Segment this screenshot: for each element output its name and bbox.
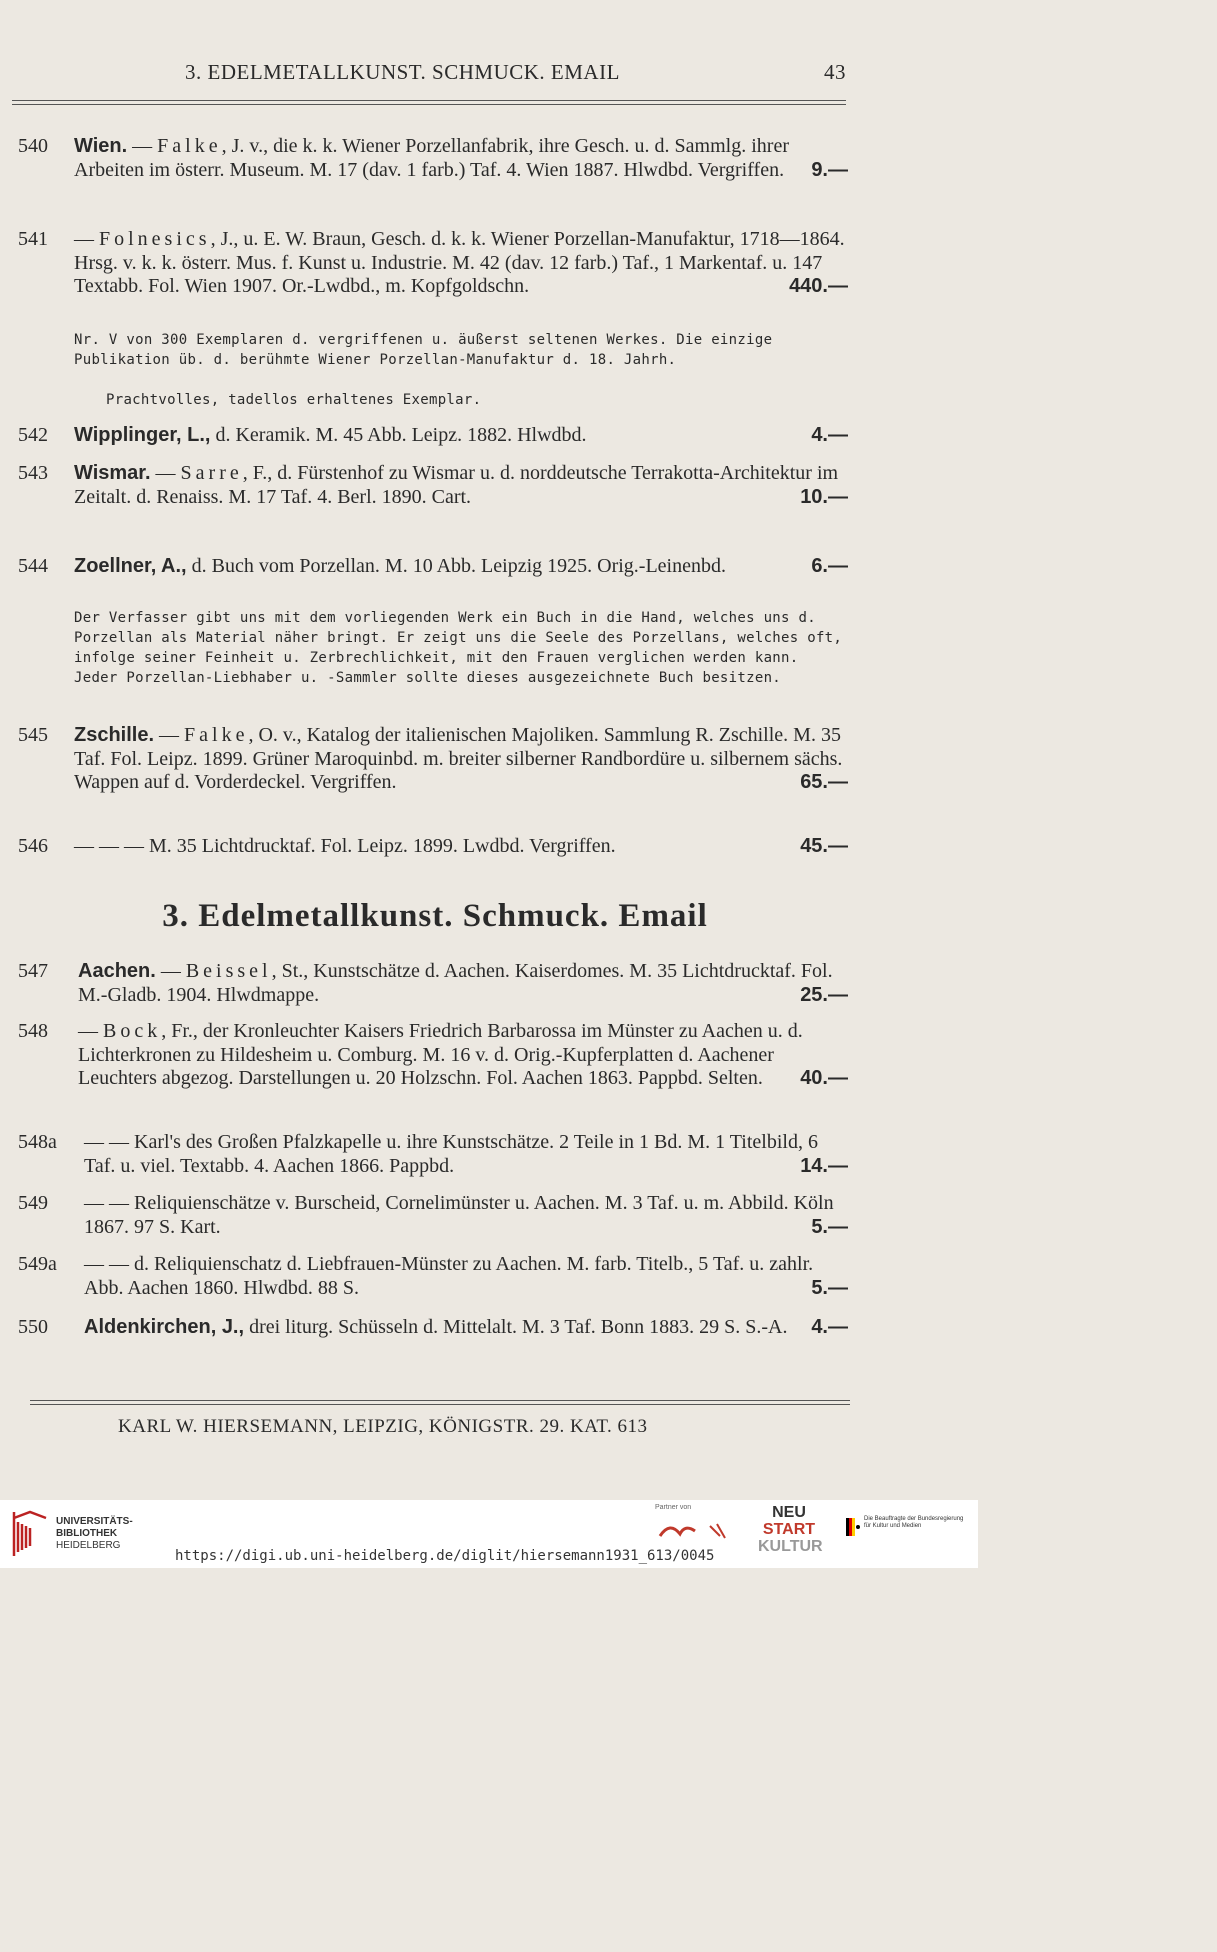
entry-sep: — — <box>84 1131 134 1153</box>
entry-number: 546 <box>18 835 48 857</box>
entry-author: Beissel <box>185 960 272 982</box>
entry-heading: Wismar. <box>74 462 151 484</box>
entry-text: , Fr., der Kronleuchter Kaisers Friedrich Barbarossa im Münster zu Aachen u. d. Lichterkronen zu Hildesheim u. Comburg. M. 16 v. d. Orig.-Kupferplatten d. Aachener Leuchters abgezog. Darstellungen u. 20 Holzschn. Fol. Aachen 1863. Pappbd. Selten. <box>78 1020 803 1089</box>
entry-549a <box>18 1253 848 1300</box>
entry-sep: — <box>74 228 99 250</box>
entry-number: 548a <box>18 1131 57 1153</box>
entry-author: Bock <box>103 1020 162 1042</box>
entry-sep: — <box>78 1020 103 1042</box>
federal-eagle-icon <box>846 1518 860 1536</box>
entry-price: 65.— <box>800 771 848 793</box>
entry-text: , J. v., die k. k. Wiener Porzellanfabrik, ihre Gesch. u. d. Sammlg. ihrer Arbeiten im österr. Museum. M. 17 (dav. 1 farb.) Taf. 4. Wien 1887. Hlwdbd. Vergriffen. <box>74 135 789 181</box>
entry-author: Sarre <box>180 462 243 484</box>
federal-commissioner-label: Die Beauftragte der Bundesregierung für Kultur und Medien <box>864 1516 964 1529</box>
entry-548 <box>18 1020 848 1091</box>
entry-text: drei liturg. Schüsseln d. Mittelalt. M. 3 Taf. Bonn 1883. 29 S. S.-A. <box>249 1316 788 1338</box>
viewer-bottom-bar <box>0 1500 978 1568</box>
header-title: 3. EDELMETALLKUNST. SCHMUCK. EMAIL <box>185 60 620 84</box>
entry-heading: Zschille. <box>74 724 155 746</box>
entry-sep: — <box>127 135 158 157</box>
entry-price: 6.— <box>811 555 848 577</box>
entry-price: 25.— <box>800 983 848 1006</box>
entry-sep: — — <box>84 1192 134 1214</box>
uni-line-3: HEIDELBERG <box>56 1540 121 1551</box>
entry-sep: — <box>154 724 185 746</box>
entry-heading: Wipplinger, L., <box>74 424 211 446</box>
entry-number: 541 <box>18 228 48 250</box>
section-title: 3. Edelmetallkunst. Schmuck. Email <box>162 898 708 934</box>
entry-544 <box>18 555 848 579</box>
entry-heading: Wien. <box>74 135 128 157</box>
entry-text: M. 35 Lichtdrucktaf. Fol. Leipz. 1899. Lwdbd. Vergriffen. <box>149 835 616 857</box>
entry-number: 549 <box>18 1192 48 1214</box>
entry-number: 548 <box>18 1020 48 1042</box>
entry-price: 5.— <box>811 1276 848 1299</box>
entry-price: 14.— <box>800 1154 848 1177</box>
header-rule <box>12 100 846 101</box>
entry-heading: Aldenkirchen, J., <box>84 1316 245 1338</box>
entry-number: 540 <box>18 135 48 157</box>
entry-price: 4.— <box>811 424 848 446</box>
entry-547 <box>18 960 848 1007</box>
header-rule-2 <box>12 104 846 105</box>
entry-sep: — <box>150 462 181 484</box>
partner-label: Partner von <box>655 1504 692 1511</box>
university-name <box>56 1516 133 1552</box>
entry-price: 40.— <box>800 1067 848 1089</box>
neustart-kultur-logo <box>758 1504 823 1555</box>
entry-number: 550 <box>18 1316 48 1338</box>
entry-number: 542 <box>18 424 48 446</box>
entry-sep: — — — <box>74 835 149 857</box>
entry-text: Karl's des Großen Pfalzkapelle u. ihre Kunstschätze. 2 Teile in 1 Bd. M. 1 Titelbild, 6 Taf. u. viel. Textabb. 4. Aachen 1866. Pappbd. <box>84 1131 818 1177</box>
entry-price: 4.— <box>811 1316 848 1338</box>
note-541: Nr. V von 300 Exemplaren d. vergriffenen u. äußerst seltenen Werkes. Die einzige Publikation üb. d. berühmte Wiener Porzellan-Manufaktur d. 18. Jahrh. <box>74 332 773 368</box>
entry-number: 547 <box>18 960 48 982</box>
note-541b: Prachtvolles, tadellos erhaltenes Exemplar. <box>106 392 482 408</box>
entry-number: 543 <box>18 462 48 484</box>
entry-number: 549a <box>18 1253 57 1275</box>
entry-heading: Aachen. <box>78 960 156 982</box>
entry-heading: Zoellner, A., <box>74 555 187 577</box>
neustart-line-3: KULTUR <box>758 1538 823 1555</box>
university-logo-icon <box>8 1508 52 1560</box>
entry-545 <box>18 724 848 795</box>
note-544: Der Verfasser gibt uns mit dem vorliegenden Werk ein Buch in die Hand, welches uns d. Porzellan als Material näher bringt. Er zeigt uns die Seele des Porzellans, welches oft, infolge seiner Feinheit u. Zerbrechlichkeit, mit den Frauen verglichen werden kann. Jeder Porzellan-Liebhaber u. -Sammler sollte dieses ausgezeichnete Buch besitzen. <box>74 610 843 686</box>
entry-number: 545 <box>18 724 48 746</box>
entry-text: d. Buch vom Porzellan. M. 10 Abb. Leipzig 1925. Orig.-Leinenbd. <box>191 555 726 577</box>
entry-542 <box>18 424 848 448</box>
entry-price: 5.— <box>811 1215 848 1238</box>
entry-author: Folnesics <box>99 228 211 250</box>
entry-author: Falke <box>157 135 222 157</box>
page-number: 43 <box>824 60 846 84</box>
footer-rule <box>30 1400 850 1401</box>
entry-540 <box>18 135 848 182</box>
entry-text: d. Keramik. M. 45 Abb. Leipz. 1882. Hlwdbd. <box>215 424 587 446</box>
entry-sep: — — <box>84 1253 134 1275</box>
entry-author: Falke <box>184 724 249 746</box>
neustart-line-2: START <box>762 1521 816 1538</box>
entry-text: d. Reliquienschatz d. Liebfrauen-Münster zu Aachen. M. farb. Titelb., 5 Taf. u. zahlr. Abb. Aachen 1860. Hlwdbd. 88 S. <box>84 1253 814 1299</box>
entry-549 <box>18 1192 848 1239</box>
entry-price: 440.— <box>789 275 848 297</box>
entry-price: 9.— <box>811 158 848 181</box>
entry-548a <box>18 1131 848 1178</box>
uni-line-2: BIBLIOTHEK <box>56 1528 118 1539</box>
partner-logo-icon <box>655 1516 745 1546</box>
entry-text: , F., d. Fürstenhof zu Wismar u. d. norddeutsche Terrakotta-Architektur im Zeitalt. d. Renaiss. M. 17 Taf. 4. Berl. 1890. Cart. <box>74 462 839 508</box>
entry-text: , O. v., Katalog der italienischen Majoliken. Sammlung R. Zschille. M. 35 Taf. Fol. Leipz. 1899. Grüner Maroquinbd. m. breiter silberner Randbordüre u. silbernem sächs. Wappen auf d. Vorderdeckel. Vergriffen. <box>74 724 843 793</box>
permalink-url[interactable]: https://digi.ub.uni-heidelberg.de/diglit/hiersemann1931_613/0045 <box>175 1548 715 1564</box>
uni-line-1: UNIVERSITÄTS- <box>56 1516 133 1527</box>
entry-text: , St., Kunstschätze d. Aachen. Kaiserdomes. M. 35 Lichtdrucktaf. Fol. M.-Gladb. 1904. Hlwdmappe. <box>78 960 833 1006</box>
entry-sep: — <box>155 960 186 982</box>
entry-541 <box>18 228 848 299</box>
entry-543 <box>18 462 848 509</box>
entry-price: 10.— <box>800 485 848 508</box>
entry-text: Reliquienschätze v. Burscheid, Cornelimünster u. Aachen. M. 3 Taf. u. m. Abbild. Köln 1867. 97 S. Kart. <box>84 1192 834 1238</box>
footer-rule-2 <box>30 1404 850 1405</box>
running-header <box>185 60 846 90</box>
entry-546 <box>18 835 848 859</box>
publisher-footer: KARL W. HIERSEMANN, LEIPZIG, KÖNIGSTR. 29. KAT. 613 <box>118 1416 648 1437</box>
entry-550 <box>18 1316 848 1340</box>
entry-number: 544 <box>18 555 48 577</box>
entry-price: 45.— <box>800 835 848 857</box>
entry-text: , J., u. E. W. Braun, Gesch. d. k. k. Wiener Porzellan-Manufaktur, 1718—1864. Hrsg. v. k. k. österr. Mus. f. Kunst u. Industrie. M. 42 (dav. 12 farb.) Taf., 1 Markentaf. u. 147 Textabb. Fol. Wien 1907. Or.-Lwdbd., m. Kopfgoldschn. <box>74 228 845 297</box>
neustart-line-1: NEU <box>772 1504 806 1521</box>
